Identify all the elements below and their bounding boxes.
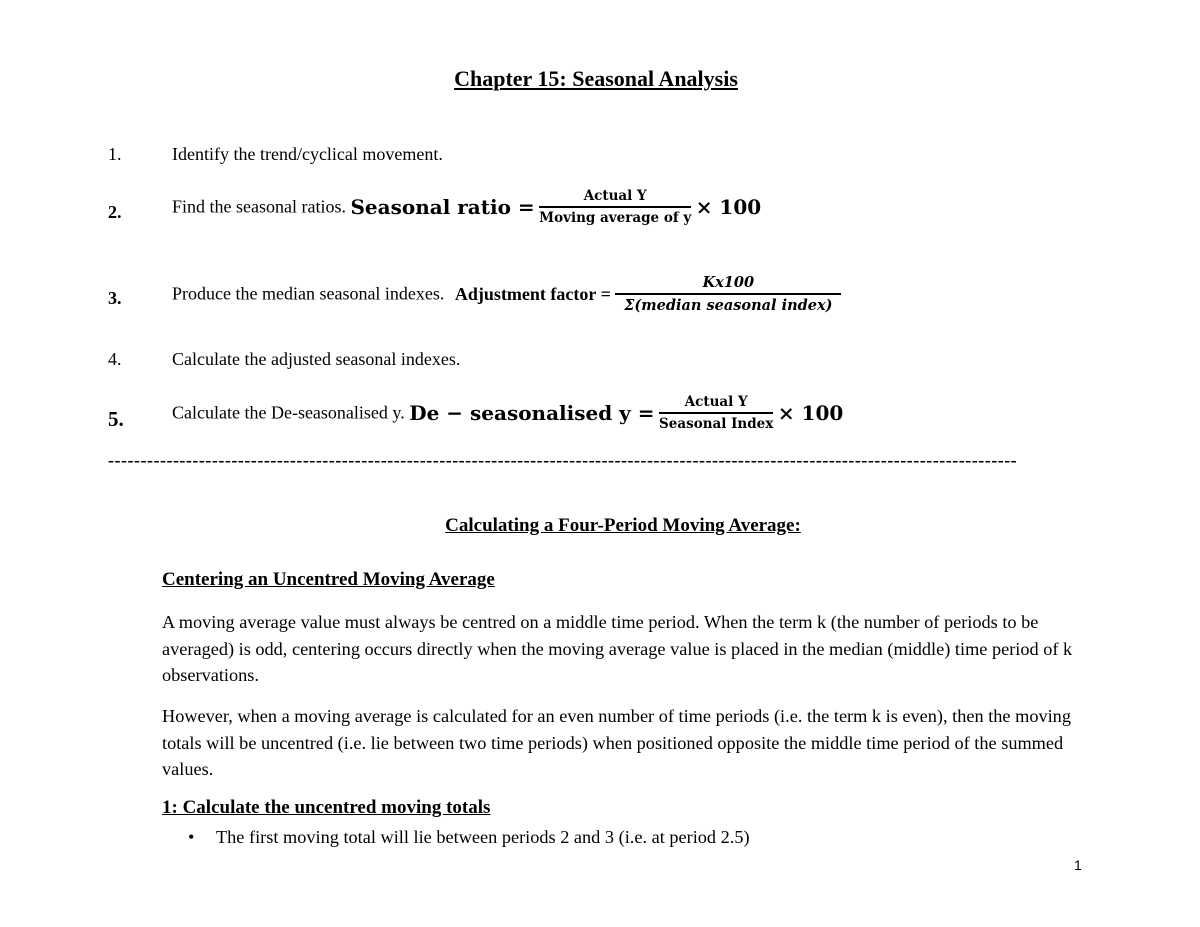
bullet-text: The first moving total will lie between periods 2 and 3 (i.e. at period 2.5) bbox=[216, 827, 750, 847]
adjustment-factor-denominator: Σ(median seasonal index) bbox=[624, 297, 833, 314]
step-2-line bbox=[172, 188, 761, 226]
adjustment-factor-fraction bbox=[615, 274, 841, 314]
bullet-icon: • bbox=[188, 827, 195, 847]
page-number: 1 bbox=[1074, 857, 1082, 873]
section-title: Calculating a Four-Period Moving Average: bbox=[445, 515, 801, 536]
page-title: Chapter 15: Seasonal Analysis bbox=[454, 66, 738, 91]
deseasonalised-fraction bbox=[659, 394, 773, 432]
list-item bbox=[188, 827, 750, 848]
deseasonalised-multiplier: × 100 bbox=[777, 401, 844, 425]
seasonal-ratio-multiplier: × 100 bbox=[695, 195, 762, 219]
adjustment-factor-label: Adjustment factor = bbox=[454, 283, 611, 304]
step-1-number: 1. bbox=[108, 144, 122, 164]
step-3-line bbox=[172, 274, 841, 314]
step-4-text: Calculate the adjusted seasonal indexes. bbox=[172, 349, 461, 369]
subsection-title: Centering an Uncentred Moving Average bbox=[162, 569, 495, 590]
step-5-line bbox=[172, 394, 843, 432]
step-1-text: Identify the trend/cyclical movement. bbox=[172, 144, 443, 164]
divider-line: -------------------------------------------------------------------------------------------------------------------------------------------- bbox=[108, 450, 1018, 470]
paragraph-1: A moving average value must always be centred on a middle time period. When the term k (the number of periods to be averaged) is odd, centering occurs directly when the moving average value is placed in the median (middle) time period of k observations. bbox=[162, 612, 1073, 685]
deseasonalised-label: De − seasonalised y = bbox=[409, 401, 655, 425]
step-5-text: Calculate the De-seasonalised y. bbox=[172, 402, 405, 423]
step-3-number: 3. bbox=[108, 288, 122, 308]
step-heading: 1: Calculate the uncentred moving totals bbox=[162, 797, 491, 818]
adjustment-factor-numerator: Kx100 bbox=[615, 274, 841, 295]
seasonal-ratio-label: Seasonal ratio = bbox=[350, 195, 535, 219]
seasonal-ratio-numerator: Actual Y bbox=[539, 188, 691, 208]
seasonal-ratio-fraction bbox=[539, 188, 691, 226]
step-5-number: 5. bbox=[108, 407, 124, 431]
step-2-number: 2. bbox=[108, 202, 122, 222]
deseasonalised-denominator: Seasonal Index bbox=[659, 416, 774, 432]
seasonal-ratio-denominator: Moving average of y bbox=[539, 210, 692, 226]
deseasonalised-numerator: Actual Y bbox=[659, 394, 773, 414]
step-2-text: Find the seasonal ratios. bbox=[172, 196, 346, 217]
paragraph-2: However, when a moving average is calculated for an even number of time periods (i.e. the term k is even), then the moving totals will be uncentred (i.e. lie between two time periods) when positioned opposite the middle time period of the summed values. bbox=[162, 706, 1071, 779]
step-3-text: Produce the median seasonal indexes. bbox=[172, 283, 445, 304]
step-4-number: 4. bbox=[108, 349, 122, 369]
